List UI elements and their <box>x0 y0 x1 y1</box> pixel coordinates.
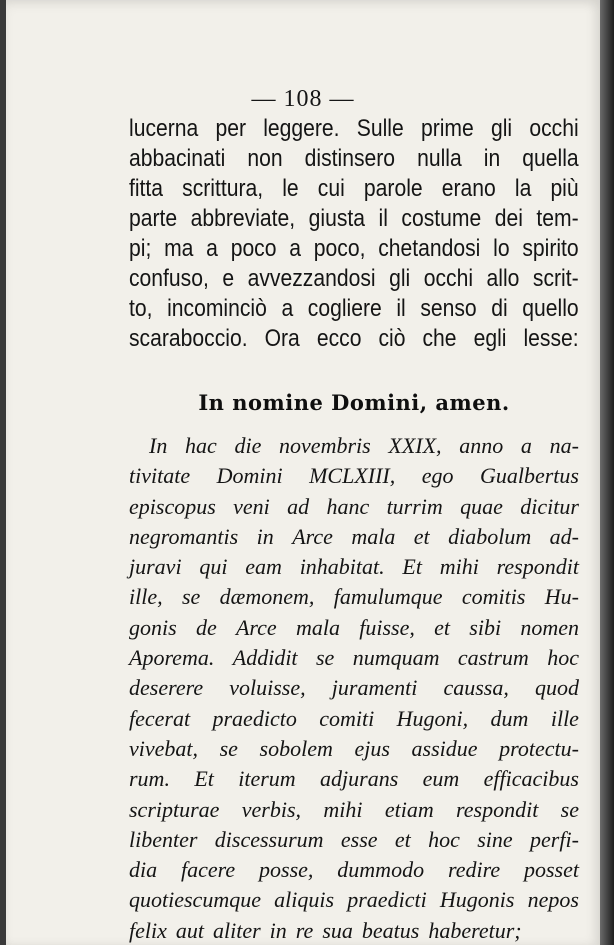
word: confuso, <box>129 265 209 292</box>
word: esse <box>340 826 378 852</box>
word: adjurans <box>320 766 399 792</box>
word: nulla <box>417 145 462 172</box>
text-line <box>129 613 579 643</box>
word: juramenti <box>331 675 418 701</box>
word: ille, <box>129 584 163 610</box>
word: Arce <box>292 523 333 549</box>
italian-paragraph <box>129 114 579 354</box>
word: quella <box>522 145 579 172</box>
word: scaraboccio. <box>129 325 248 352</box>
word: hoc <box>428 826 460 852</box>
word: leggere. <box>263 115 340 142</box>
word: caussa, <box>443 675 509 701</box>
text-line <box>129 795 579 825</box>
word: ma <box>164 235 194 262</box>
word: ille <box>550 705 579 731</box>
word: se <box>560 796 579 822</box>
word: MCLXIII, <box>309 463 396 489</box>
word: de <box>195 614 217 640</box>
text-line <box>129 174 579 204</box>
text-line <box>129 114 579 144</box>
word: dæmonem, <box>219 584 315 610</box>
word: incominciò <box>167 295 267 322</box>
text-line <box>129 734 579 764</box>
word: veni <box>233 493 270 519</box>
word: famulumque <box>333 584 443 610</box>
word: dicitur <box>520 493 579 519</box>
word: ejus <box>354 735 390 761</box>
word: beatus <box>361 917 420 943</box>
word: ad- <box>549 523 579 549</box>
text-line <box>129 764 579 794</box>
word: voluisse, <box>229 675 306 701</box>
word: giusta <box>308 205 366 232</box>
text-line <box>129 204 579 234</box>
text-line <box>129 855 579 885</box>
text-line <box>129 885 579 915</box>
word: haberetur; <box>428 917 522 943</box>
text-line <box>129 916 579 945</box>
word: dum <box>490 705 529 731</box>
word: costume <box>401 205 482 232</box>
word: sibi <box>469 614 502 640</box>
word: quod <box>534 675 579 701</box>
word: in <box>483 145 501 172</box>
word: et <box>394 826 411 852</box>
word: lesse: <box>523 325 579 352</box>
text-line <box>129 704 579 734</box>
text-line <box>129 234 579 264</box>
word: dia <box>129 857 158 883</box>
word: il <box>378 205 388 232</box>
word: praedicto <box>212 705 297 731</box>
word: poco <box>230 235 277 262</box>
word: redire <box>447 857 501 883</box>
word: Ora <box>264 325 300 352</box>
word: dei <box>494 205 523 232</box>
word: in <box>269 917 287 943</box>
word: occhi <box>529 115 579 142</box>
text-line <box>129 144 579 174</box>
word: lucerna <box>129 115 199 142</box>
text-line <box>129 492 579 522</box>
word: eum <box>422 766 460 792</box>
word: più <box>550 175 579 202</box>
word: comitis <box>461 584 526 610</box>
book-spine <box>600 0 614 945</box>
word: negromantis <box>129 523 239 549</box>
word: parole <box>363 175 423 202</box>
word: pi; <box>129 235 152 262</box>
word: turrim <box>386 493 443 519</box>
word: praedicti <box>347 887 427 913</box>
word: In <box>149 433 168 458</box>
word: aliter <box>213 917 261 943</box>
word: mihi <box>439 554 479 580</box>
word: comiti <box>319 705 375 731</box>
word: tem- <box>536 205 579 232</box>
word: perfi- <box>530 826 579 852</box>
text-line <box>129 582 579 612</box>
word: prime <box>420 115 474 142</box>
word: facere <box>181 857 236 883</box>
word: ego <box>421 463 454 489</box>
word: fuisse, <box>359 614 415 640</box>
word: allo <box>486 265 520 292</box>
text-line <box>129 461 579 491</box>
word: hoc <box>547 645 579 671</box>
word: Arce <box>235 614 277 640</box>
word: discessurum <box>214 826 324 852</box>
section-heading: In nomine Domini, amen. <box>198 390 510 415</box>
word: la <box>514 175 532 202</box>
word: verbis, <box>241 796 302 822</box>
word: nomen <box>520 614 579 640</box>
word: poco, <box>313 235 366 262</box>
word: qui <box>199 554 228 580</box>
word: vivebat, <box>129 735 199 761</box>
word: quello <box>522 295 579 322</box>
word: scrit- <box>532 265 579 292</box>
word: se <box>219 735 238 761</box>
word: e <box>222 265 235 292</box>
word: hanc <box>326 493 370 519</box>
word: gli <box>490 115 513 142</box>
word: abbacinati <box>129 145 226 172</box>
text-line <box>129 522 579 552</box>
word: eam <box>245 554 282 580</box>
word: non <box>247 145 283 172</box>
text-line <box>129 324 579 354</box>
word: in <box>256 523 274 549</box>
word: avvezzandosi <box>247 265 376 292</box>
word: to, <box>129 295 153 322</box>
word: egli <box>473 325 507 352</box>
word: mala <box>295 614 340 640</box>
word: ad <box>287 493 310 519</box>
word: se <box>315 645 335 671</box>
word: spirito <box>522 235 579 262</box>
word: efficacibus <box>483 766 579 792</box>
word: felix <box>129 917 167 943</box>
word: scripturae <box>129 796 220 822</box>
text-line <box>129 552 579 582</box>
word: che <box>422 325 457 352</box>
word: mala <box>351 523 396 549</box>
text-line <box>129 673 579 703</box>
word: quae <box>460 493 503 519</box>
word: Sulle <box>356 115 404 142</box>
word: Addidit <box>232 645 298 671</box>
word: a <box>520 433 532 458</box>
word: mihi <box>323 796 363 822</box>
word: anno <box>459 433 504 458</box>
word: tivitate <box>129 463 191 489</box>
word: XXIX, <box>388 433 442 458</box>
word: et <box>413 523 430 549</box>
page-number: — 108 — <box>251 86 355 112</box>
word: distinsero <box>304 145 396 172</box>
word: aut <box>175 917 204 943</box>
word: respondit <box>496 554 579 580</box>
word: dummodo <box>337 857 425 883</box>
word: numquam <box>352 645 440 671</box>
text-line <box>129 431 579 461</box>
word: na- <box>549 433 579 458</box>
word: juravi <box>129 554 182 580</box>
word: re <box>295 917 314 943</box>
word: hac <box>185 433 217 458</box>
word: diabolum <box>448 523 532 549</box>
word: Et <box>194 766 214 792</box>
word: chetandosi <box>378 235 481 262</box>
word: gli <box>389 265 411 292</box>
word: parte <box>129 205 178 232</box>
word: a <box>206 235 218 262</box>
word: Hugonis <box>439 887 515 913</box>
word: respondit <box>456 796 539 822</box>
word: ciò <box>378 325 406 352</box>
word: di <box>491 295 508 322</box>
latin-paragraph <box>129 431 579 945</box>
word: sine <box>477 826 513 852</box>
word: Domini <box>216 463 283 489</box>
word: per <box>215 115 247 142</box>
word: lo <box>493 235 510 262</box>
word: posset <box>523 857 579 883</box>
word: il <box>396 295 406 322</box>
word: libenter <box>129 826 198 852</box>
word: castrum <box>457 645 529 671</box>
word: novembris <box>279 433 371 458</box>
word: Et <box>402 554 422 580</box>
word: inhabitat. <box>299 554 385 580</box>
word: abbreviate, <box>190 205 296 232</box>
word: posse, <box>259 857 314 883</box>
word: protectu- <box>499 735 579 761</box>
word: rum. <box>129 766 170 792</box>
word: cogliere <box>307 295 382 322</box>
book-page <box>6 0 600 945</box>
word: nepos <box>527 887 579 913</box>
word: gonis <box>129 614 177 640</box>
word: Hugoni, <box>396 705 469 731</box>
word: Hu- <box>544 584 579 610</box>
word: aliquis <box>274 887 335 913</box>
word: le <box>282 175 299 202</box>
word: fitta <box>129 175 164 202</box>
word: Gualbertus <box>479 463 579 489</box>
text-line <box>129 825 579 855</box>
text-line <box>129 643 579 673</box>
word: iterum <box>238 766 296 792</box>
word: sua <box>322 917 353 943</box>
word: erano <box>441 175 496 202</box>
word: se <box>181 584 201 610</box>
word: fecerat <box>129 705 191 731</box>
word: etiam <box>384 796 434 822</box>
word: et <box>434 614 451 640</box>
word: Aporema. <box>129 645 215 671</box>
word: ecco <box>316 325 362 352</box>
word: die <box>234 433 262 458</box>
word: cui <box>317 175 345 202</box>
word: occhi <box>423 265 474 292</box>
word: deserere <box>129 675 204 701</box>
word: episcopus <box>129 493 216 519</box>
page-body <box>129 114 579 945</box>
word: scrittura, <box>182 175 264 202</box>
text-line <box>129 294 579 324</box>
word: a <box>281 295 294 322</box>
text-line <box>129 264 579 294</box>
word: senso <box>420 295 477 322</box>
word: quotiescumque <box>129 887 261 913</box>
word: sobolem <box>259 735 333 761</box>
word: assidue <box>411 735 478 761</box>
word: a <box>289 235 302 262</box>
